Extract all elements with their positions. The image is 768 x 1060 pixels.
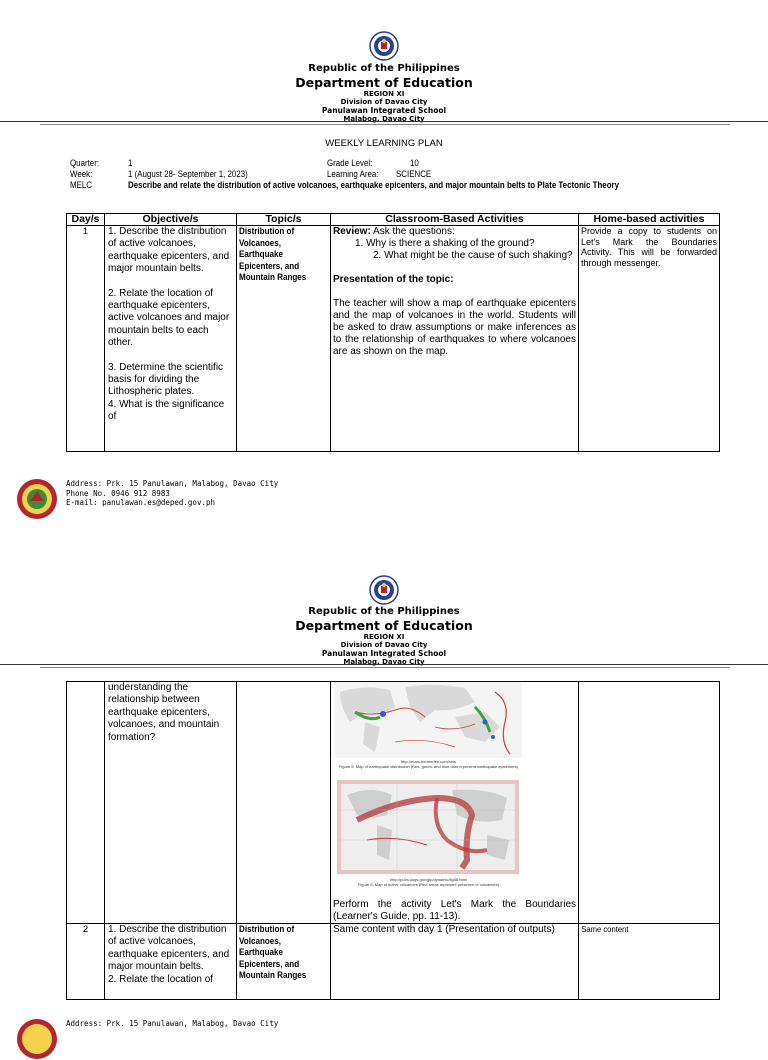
department-heading: Department of Education <box>295 75 473 90</box>
day-cell: 1 <box>67 226 105 452</box>
figure5-url: http://mars.hermerlee.com/seis <box>401 759 456 764</box>
topic-cell <box>237 924 331 1000</box>
figure6-caption: Figure 6. Map of active volcanoes (Red areas represent presence of volcanoes) <box>357 882 500 887</box>
header-days: Day/s <box>67 214 105 226</box>
header-objectives: Objective/s <box>105 214 237 226</box>
header-classroom-activities: Classroom-Based Activities <box>331 214 579 226</box>
region-heading: REGION XI <box>363 90 405 98</box>
school-logo-icon <box>16 478 58 520</box>
objective-item: 2. Relate the location of <box>108 973 214 985</box>
topic-text: Distribution of Volcanoes, Earthquake Epicenters, and Mountain Ranges <box>239 226 307 283</box>
footer-address: Address: Prk. 15 Panulawan, Malabog, Davao City <box>66 479 279 488</box>
figure6-url: http://pubs.usgs.gov/gip/dynamic/fig56.html <box>390 877 467 882</box>
grade-value: 10 <box>410 158 419 168</box>
header-topics: Topic/s <box>237 214 331 226</box>
location-heading: Malabog, Davao City <box>343 115 425 123</box>
table-row <box>67 924 720 1000</box>
melc-value: Describe and relate the distribution of active volcanoes, earthquake epicenters, and major mountain belts to Plate Tectonic Theory <box>128 180 620 190</box>
department-heading: Department of Education <box>295 618 473 633</box>
review-text: Ask the questions: <box>370 226 455 237</box>
header-divider-thin <box>40 667 730 668</box>
review-label: Review: <box>333 226 371 237</box>
presentation-label: Presentation of the topic: <box>333 274 454 285</box>
objectives-cell: understanding the relationship between earthquake epicenters, volcanoes, and mountain formation? <box>105 682 237 924</box>
footer-address: Address: Prk. 15 Panulawan, Malabog, Davao City <box>66 1019 279 1028</box>
day-cell: 2 <box>67 924 105 1000</box>
quarter-value: 1 <box>128 158 133 168</box>
objective-item: 1. Describe the distribution of active volcanoes, earthquake epicenters, and major mountain belts. <box>108 924 230 973</box>
topic-cell <box>237 682 331 924</box>
footer-email: E-mail: panulawan.es@deped.gov.ph <box>66 498 216 507</box>
day-cell <box>67 682 105 924</box>
week-label: Week: <box>70 169 93 179</box>
earthquake-distribution-map <box>335 682 522 758</box>
grade-label: Grade Level: <box>327 158 373 168</box>
footer-phone: Phone No. 0946 912 8983 <box>66 489 170 498</box>
deped-seal-icon <box>369 31 399 61</box>
home-activities-cell: Provide a copy to students on Let's Mark the Boundaries Activity. This will be forwarded through messenger. <box>579 226 720 452</box>
week-value: 1 (August 28- September 1, 2023) <box>128 169 248 179</box>
objective-item: 4. What is the significance of <box>108 398 225 423</box>
header-divider-thin <box>40 124 730 125</box>
review-question: 1. Why is there a shaking of the ground? <box>355 238 535 249</box>
area-value: SCIENCE <box>396 169 432 179</box>
header-divider <box>0 664 768 665</box>
school-heading: Panulawan Integrated School <box>321 106 447 115</box>
classroom-activities-cell: Same content with day 1 (Presentation of outputs) <box>331 924 579 1000</box>
division-heading: Division of Davao City <box>340 641 428 649</box>
table-row <box>67 226 720 452</box>
topic-text: Distribution of Volcanoes, Earthquake Epicenters, and Mountain Ranges <box>239 924 307 981</box>
review-question: 2. What might be the cause of such shaking? <box>373 250 573 261</box>
table-header-row <box>67 214 720 226</box>
header-home-activities: Home-based activities <box>579 214 720 226</box>
location-heading: Malabog, Davao City <box>343 658 425 666</box>
plan-title: WEEKLY LEARNING PLAN <box>325 138 443 149</box>
objective-item: 1. Describe the distribution of active volcanoes, earthquake epicenters, and major mountain belts. <box>108 226 230 275</box>
republic-heading: Republic of the Philippines <box>308 606 460 617</box>
division-heading: Division of Davao City <box>340 98 428 106</box>
objective-item: 3. Determine the scientific basis for dividing the Lithospheric plates. <box>108 361 224 398</box>
objective-item: 2. Relate the location of earthquake epicenters, active volcanoes and major mountain belts to each other. <box>108 287 230 349</box>
header-divider <box>0 121 768 122</box>
quarter-label: Quarter: <box>70 158 100 168</box>
activity-text: Perform the activity Let's Mark the Boundaries (Learner's Guide, pp. 11-13). <box>333 899 576 922</box>
melc-label: MELC <box>70 180 93 190</box>
deped-seal-icon <box>369 575 399 605</box>
republic-heading: Republic of the Philippines <box>308 63 460 74</box>
region-heading: REGION XI <box>363 633 405 641</box>
presentation-text: The teacher will show a map of earthquake epicenters and the map of volcanoes in the world. Students will be asked to draw assumptions or make inferences as to the relationship of earthquakes to where volcanoes are as shown on the map. <box>333 298 576 357</box>
school-logo-icon <box>16 1018 58 1060</box>
home-activities-cell <box>579 682 720 924</box>
classroom-activities-cell <box>331 226 579 452</box>
weekly-plan-table <box>66 213 720 452</box>
objectives-cell <box>105 924 237 1000</box>
school-heading: Panulawan Integrated School <box>321 649 447 658</box>
area-label: Learning Area: <box>327 169 379 179</box>
topic-cell <box>237 226 331 452</box>
active-volcanoes-map <box>337 780 519 874</box>
figure5-caption: Figure 5. Map of earthquake distribution (Red, green, and blue dots represent earthquake epicenters) <box>338 764 519 769</box>
objectives-cell <box>105 226 237 452</box>
home-activities-cell: Same content <box>579 924 706 1000</box>
